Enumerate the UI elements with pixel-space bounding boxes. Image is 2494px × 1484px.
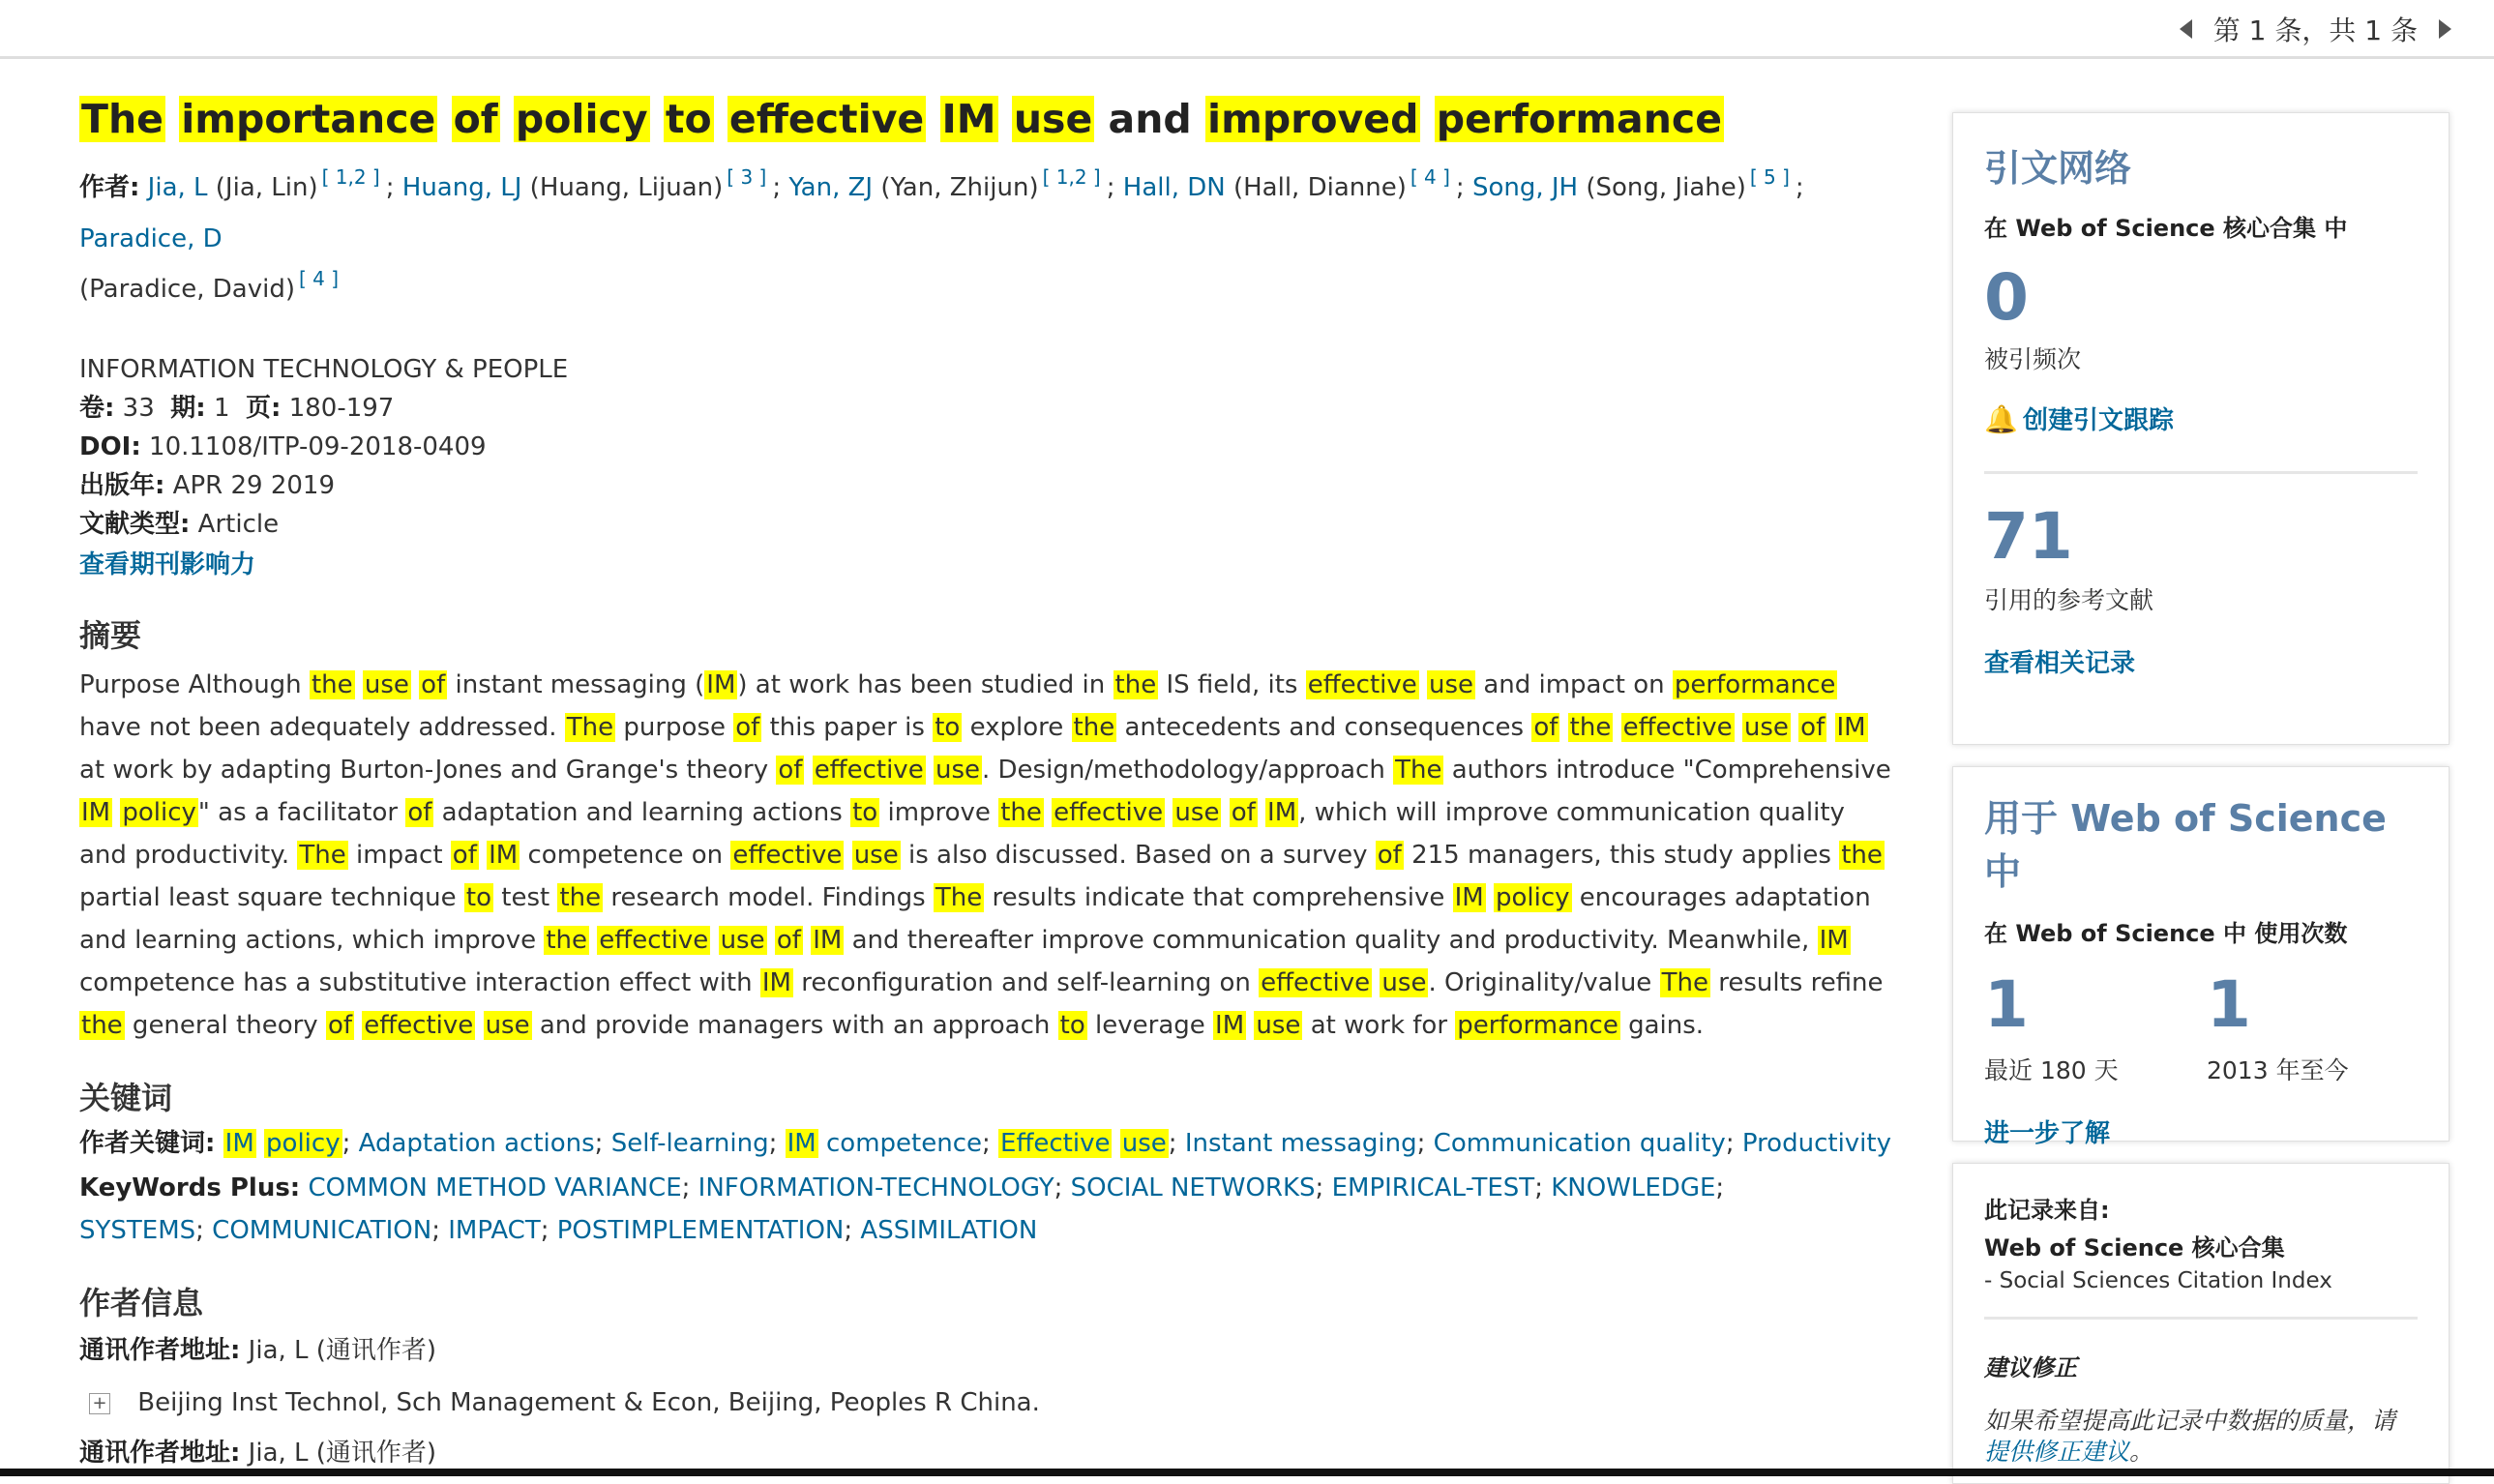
highlighted-term: use xyxy=(1381,968,1427,997)
author-separator: ; xyxy=(1106,173,1115,202)
highlighted-term: of xyxy=(452,841,477,870)
highlighted-term: The xyxy=(1661,968,1708,997)
doi-label: DOI: xyxy=(79,432,141,461)
pub-year-value: APR 29 2019 xyxy=(172,471,335,500)
highlighted-term: use xyxy=(853,841,899,870)
highlighted-term: effective xyxy=(1261,968,1371,997)
highlighted-term: use xyxy=(1121,1129,1167,1158)
highlighted-term: to xyxy=(1059,1011,1085,1040)
keyword-link[interactable]: EMPIRICAL-TEST xyxy=(1331,1173,1535,1202)
highlighted-term: use xyxy=(935,756,980,785)
suggest-correction-link[interactable]: 提供修正建议 xyxy=(1984,1438,2130,1466)
keywords-plus xyxy=(79,1167,1840,1252)
highlighted-term: policy xyxy=(122,798,196,827)
usage-since-2013-count: 1 xyxy=(2207,967,2251,1042)
keyword-link[interactable]: Self-learning xyxy=(610,1129,769,1158)
highlighted-term: the xyxy=(559,883,602,912)
author-fullname: (Song, Jiahe) xyxy=(1578,173,1746,202)
highlighted-term: to xyxy=(852,798,878,827)
highlighted-term: of xyxy=(1533,713,1559,742)
highlighted-term: use xyxy=(1174,798,1220,827)
next-record-icon[interactable] xyxy=(2439,19,2451,39)
journal-name: INFORMATION TECHNOLOGY & PEOPLE xyxy=(79,355,569,384)
usage-panel xyxy=(1952,766,2449,1148)
keyword-separator: ; xyxy=(982,1129,999,1158)
highlighted-term: effective xyxy=(732,841,843,870)
pub-year-label: 出版年: xyxy=(79,471,165,500)
highlighted-term: The xyxy=(935,883,983,912)
keyword-link[interactable]: IMPACT xyxy=(448,1216,541,1245)
author-link[interactable]: Paradice, D xyxy=(79,224,223,253)
title-word: of xyxy=(453,96,498,142)
title-word: use xyxy=(1013,96,1093,142)
highlighted-term: of xyxy=(778,756,803,785)
highlighted-term: IM xyxy=(1454,883,1484,912)
keyword-link[interactable] xyxy=(223,1129,342,1158)
suggest-correction-prompt: 如果希望提高此记录中数据的质量，请 xyxy=(1984,1407,2396,1435)
author-affiliation-ref[interactable]: [ 1,2 ] xyxy=(321,165,380,189)
suggest-correction-end: 。 xyxy=(2129,1438,2154,1466)
highlighted-term: the xyxy=(1000,798,1042,827)
title-word: to xyxy=(665,96,712,142)
highlighted-term: effective xyxy=(599,926,709,955)
keyword-link[interactable]: SYSTEMS xyxy=(79,1216,196,1245)
keyword-link[interactable]: Adaptation actions xyxy=(358,1129,595,1158)
highlighted-term: IM xyxy=(813,926,843,955)
highlighted-term: policy xyxy=(266,1129,341,1158)
issue-label: 期: xyxy=(170,394,206,423)
highlighted-term: the xyxy=(81,1011,123,1040)
highlighted-term: effective xyxy=(1622,713,1733,742)
title-word: importance xyxy=(181,96,436,142)
highlighted-term: IM xyxy=(224,1129,254,1158)
highlighted-term: use xyxy=(720,926,765,955)
citation-network-sub: 在 Web of Science 核心合集 中 xyxy=(1984,215,2348,242)
highlighted-term: IM xyxy=(761,968,791,997)
record-from-database: Web of Science 核心合集 xyxy=(1984,1234,2285,1261)
keyword-link[interactable]: SOCIAL NETWORKS xyxy=(1070,1173,1316,1202)
highlighted-term: The xyxy=(566,713,614,742)
issue-value: 1 xyxy=(213,394,230,423)
usage-sub: 在 Web of Science 中 使用次数 xyxy=(1984,920,2348,947)
author-link[interactable]: Yan, ZJ xyxy=(788,173,874,202)
author-link[interactable]: Hall, DN xyxy=(1122,173,1226,202)
doi xyxy=(79,428,1917,466)
keyword-link[interactable]: IM competence xyxy=(787,1129,983,1158)
author-fullname: (Hall, Dianne) xyxy=(1225,173,1407,202)
keyword-separator: ; xyxy=(681,1173,698,1202)
author-link[interactable]: Huang, LJ xyxy=(401,173,522,202)
title-word: improved xyxy=(1207,96,1419,142)
usage-since-2013-label: 2013 年至今 xyxy=(2207,1056,2349,1084)
title-word: policy xyxy=(515,96,648,142)
suggest-correction-heading: 建议修正 xyxy=(1984,1354,2077,1381)
keyword-link[interactable]: COMMON METHOD VARIANCE xyxy=(308,1173,682,1202)
title-word: and xyxy=(1108,96,1192,142)
highlighted-term: of xyxy=(735,713,760,742)
keyword-link[interactable]: Productivity xyxy=(1741,1129,1891,1158)
address-row xyxy=(89,1383,1917,1422)
author-link[interactable]: Jia, L xyxy=(147,173,208,202)
volume-label: 卷: xyxy=(79,394,115,423)
title-word: effective xyxy=(728,96,925,142)
reprint-author: Jia, L (通讯作者) xyxy=(248,1336,437,1365)
author-affiliation-ref[interactable]: [ 4 ] xyxy=(298,267,340,290)
keyword-link[interactable]: POSTIMPLEMENTATION xyxy=(556,1216,845,1245)
reprint-address xyxy=(79,1434,1917,1472)
view-related-records-link[interactable]: 查看相关记录 xyxy=(1984,649,2136,678)
author-fullname: (Jia, Lin) xyxy=(207,173,318,202)
source-info xyxy=(79,350,1917,584)
highlighted-term: effective xyxy=(1054,798,1164,827)
keyword-link[interactable]: INFORMATION-TECHNOLOGY xyxy=(698,1173,1054,1202)
highlighted-term: performance xyxy=(1457,1011,1618,1040)
highlighted-term: The xyxy=(1395,756,1442,785)
divider xyxy=(1984,471,2418,474)
highlighted-term: use xyxy=(1256,1011,1301,1040)
citation-network-heading: 引文网络 xyxy=(1984,147,2132,190)
journal-impact-link[interactable]: 查看期刊影响力 xyxy=(79,550,256,579)
bottom-bar xyxy=(0,1469,2494,1476)
highlighted-term: the xyxy=(311,670,353,699)
keyword-separator: ; xyxy=(195,1216,213,1245)
cited-references-count[interactable]: 71 xyxy=(1984,499,2073,574)
highlighted-term: effective xyxy=(364,1011,474,1040)
keyword-separator: ; xyxy=(540,1216,557,1245)
highlighted-term: effective xyxy=(1307,670,1417,699)
keyword-separator: ; xyxy=(768,1129,786,1158)
author-keywords xyxy=(79,1120,1917,1167)
record-from-index: - Social Sciences Citation Index xyxy=(1984,1268,2332,1293)
highlighted-term: the xyxy=(546,926,588,955)
keyword-separator: ; xyxy=(1725,1129,1742,1158)
title-word: The xyxy=(81,96,163,142)
doc-type xyxy=(79,505,1917,544)
record-source-panel xyxy=(1952,1163,2449,1484)
previous-record-icon[interactable] xyxy=(2180,19,2192,39)
divider xyxy=(1984,1317,2418,1320)
author-fullname: (Huang, Lijuan) xyxy=(521,173,724,202)
author-separator: ; xyxy=(772,173,782,202)
pager-text: 第 1 条，共 1 条 xyxy=(2212,15,2418,46)
author-separator: ; xyxy=(1795,173,1804,202)
highlighted-term: IM xyxy=(1836,713,1866,742)
title-word: performance xyxy=(1436,96,1723,142)
highlighted-term: performance xyxy=(1674,670,1836,699)
doc-type-label: 文献类型: xyxy=(79,510,191,539)
author-fullname: (Yan, Zhijun) xyxy=(873,173,1039,202)
highlighted-term: of xyxy=(327,1011,353,1040)
reprint-author: Jia, L (通讯作者) xyxy=(248,1439,437,1468)
keyword-separator: ; xyxy=(844,1216,861,1245)
highlighted-term: IM xyxy=(706,670,736,699)
keyword-separator: ; xyxy=(594,1129,611,1158)
title-word: IM xyxy=(941,96,996,142)
keyword-separator: ; xyxy=(1416,1129,1434,1158)
author-keywords-label: 作者关键词: xyxy=(79,1129,216,1158)
record-pager xyxy=(2180,8,2451,50)
doc-type-value: Article xyxy=(197,510,280,539)
highlighted-term: the xyxy=(1569,713,1612,742)
keyword-link[interactable]: KNOWLEDGE xyxy=(1551,1173,1716,1202)
highlighted-term: Effective xyxy=(1000,1129,1111,1158)
expand-icon[interactable]: + xyxy=(89,1393,110,1414)
author-affiliation-ref[interactable]: [ 1,2 ] xyxy=(1042,165,1101,189)
highlighted-term: use xyxy=(1429,670,1474,699)
record-main xyxy=(79,85,1917,1472)
suggest-correction-text xyxy=(1984,1406,2418,1468)
keyword-separator: ; xyxy=(1534,1173,1552,1202)
citation-network-panel xyxy=(1952,112,2449,745)
record-from-label: 此记录来自: xyxy=(1984,1197,2110,1224)
learn-more-link[interactable]: 进一步了解 xyxy=(1984,1119,2111,1148)
highlighted-term: of xyxy=(407,798,432,827)
author-link[interactable]: Song, JH xyxy=(1471,173,1579,202)
highlighted-term: IM xyxy=(489,841,519,870)
times-cited-count[interactable]: 0 xyxy=(1984,260,2029,335)
abstract-text: Purpose Although the use of instant messaging (IM) at work has been studied in the IS field, its effective use and impact on performance have not been adequately addressed. The purpose of this paper is to explore the antecedents and consequences of the effective use of IM at work by adapting Burton-Jones and Grange's theory of effective use. Design/methodology/approach The authors introduce "Comprehensive IM policy" as a facilitator of adaptation and learning actions to improve the effective use of IM, which will improve communication quality and productivity. The impact of IM competence on effective use is also discussed. Based on a survey of 215 managers, this study applies the partial least square technique to test the research model. Findings The results indicate that comprehensive IM policy encourages adaptation and learning actions, which improve the effective use of IM and thereafter improve communication quality and productivity. Meanwhile, IM competence has a substitutive interaction effect with IM reconfiguration and self-learning on effective use. Originality/value The results refine the general theory of effective use and provide managers with an approach to leverage IM use at work for performance gains. xyxy=(79,670,1891,1040)
highlighted-term: the xyxy=(1841,841,1883,870)
highlighted-term: of xyxy=(776,926,801,955)
highlighted-term: of xyxy=(421,670,446,699)
keyword-link[interactable]: COMMUNICATION xyxy=(212,1216,432,1245)
authors xyxy=(79,163,1821,315)
keyword-link[interactable]: Communication quality xyxy=(1433,1129,1726,1158)
keyword-link[interactable]: ASSIMILATION xyxy=(860,1216,1038,1245)
volume-issue-pages xyxy=(79,389,1917,428)
highlighted-term: the xyxy=(1073,713,1115,742)
doi-value: 10.1108/ITP-09-2018-0409 xyxy=(149,432,487,461)
highlighted-term: use xyxy=(1743,713,1789,742)
address-text: Beijing Inst Technol, Sch Management & Econ, Beijing, Peoples R China. xyxy=(137,1388,1040,1417)
author-affiliation-ref[interactable]: [ 4 ] xyxy=(1410,165,1450,189)
pages-value: 180-197 xyxy=(288,394,395,423)
times-cited-label: 被引频次 xyxy=(1984,345,2082,373)
keyword-separator: ; xyxy=(1315,1173,1332,1202)
keywords-heading: 关键词 xyxy=(79,1080,173,1116)
highlighted-term: IM xyxy=(1215,1011,1245,1040)
highlighted-term: of xyxy=(1231,798,1256,827)
keyword-link[interactable] xyxy=(998,1129,1169,1158)
reprint-address-label: 通讯作者地址: xyxy=(79,1439,241,1468)
keyword-separator: ; xyxy=(1054,1173,1071,1202)
keyword-link[interactable]: Instant messaging xyxy=(1184,1129,1417,1158)
author-separator: ; xyxy=(1455,173,1465,202)
keywords-plus-label: KeyWords Plus: xyxy=(79,1173,301,1202)
highlighted-term: of xyxy=(1377,841,1402,870)
bell-icon: 🔔 xyxy=(1984,403,2018,435)
highlighted-term: use xyxy=(364,670,409,699)
author-affiliation-ref[interactable]: [ 5 ] xyxy=(1749,165,1790,189)
author-fullname: (Paradice, David) xyxy=(79,275,295,304)
highlighted-term: effective xyxy=(814,756,924,785)
keyword-separator: ; xyxy=(1715,1173,1725,1202)
highlighted-term: the xyxy=(1114,670,1157,699)
keyword-separator: ; xyxy=(1168,1129,1185,1158)
create-citation-alert-link[interactable]: 创建引文跟踪 xyxy=(2022,406,2174,435)
highlighted-term: IM xyxy=(787,1129,816,1158)
record-title xyxy=(79,85,1917,153)
author-info-heading: 作者信息 xyxy=(79,1285,204,1321)
reprint-address-label: 通讯作者地址: xyxy=(79,1336,241,1365)
usage-180-days-label: 最近 180 天 xyxy=(1984,1056,2119,1084)
highlighted-term: The xyxy=(299,841,346,870)
reprint-address xyxy=(79,1331,1917,1370)
author-affiliation-ref[interactable]: [ 3 ] xyxy=(727,165,767,189)
highlighted-term: to xyxy=(935,713,961,742)
highlighted-term: to xyxy=(465,883,491,912)
highlighted-term: IM xyxy=(81,798,111,827)
cited-references-label: 引用的参考文献 xyxy=(1984,586,2154,614)
highlighted-term: of xyxy=(1800,713,1826,742)
highlighted-term: policy xyxy=(1495,883,1570,912)
highlighted-term: use xyxy=(485,1011,530,1040)
pub-year xyxy=(79,466,1917,505)
volume-value: 33 xyxy=(122,394,155,423)
highlighted-term: IM xyxy=(1819,926,1849,955)
top-bar xyxy=(0,0,2494,59)
authors-label: 作者: xyxy=(79,173,140,202)
usage-heading: 用于 Web of Science 中 xyxy=(1984,797,2387,893)
usage-180-days-count: 1 xyxy=(1984,967,2029,1042)
keyword-separator: ; xyxy=(341,1129,359,1158)
highlighted-term: IM xyxy=(1267,798,1297,827)
abstract-heading: 摘要 xyxy=(79,617,142,654)
pages-label: 页: xyxy=(246,394,282,423)
keyword-separator: ; xyxy=(431,1216,449,1245)
author-separator: ; xyxy=(385,173,395,202)
create-alert-row[interactable] xyxy=(1984,401,2418,436)
